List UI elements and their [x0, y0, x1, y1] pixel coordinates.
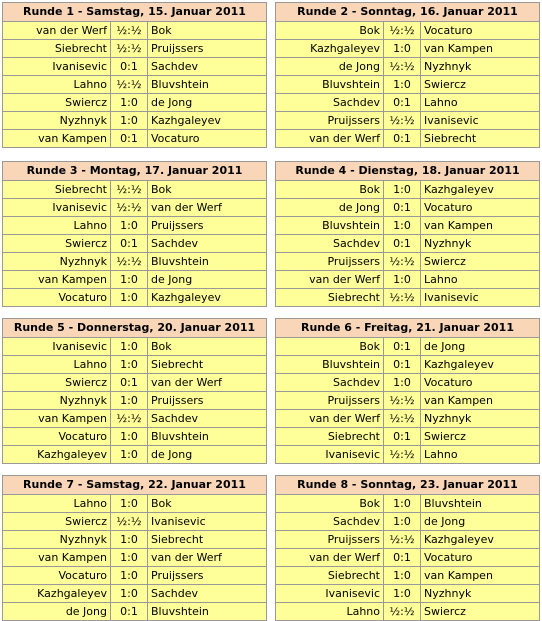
white-player: Ivanisevic — [276, 446, 384, 464]
white-player: Sachdev — [276, 235, 384, 253]
white-player: de Jong — [276, 199, 384, 217]
black-player: Kazhgaleyev — [421, 356, 540, 374]
black-player: Bok — [148, 495, 267, 513]
game-result: 1:0 — [111, 94, 148, 112]
black-player: de Jong — [421, 513, 540, 531]
black-player: Vocaturo — [148, 130, 267, 148]
black-player: Bok — [148, 338, 267, 356]
game-row — [3, 603, 267, 621]
black-player: Sachdev — [148, 585, 267, 603]
black-player: Kazhgaleyev — [421, 181, 540, 199]
white-player: Pruijssers — [276, 531, 384, 549]
game-row — [3, 58, 267, 76]
game-row — [276, 513, 540, 531]
black-player: Vocaturo — [421, 199, 540, 217]
game-row — [276, 253, 540, 271]
game-row — [276, 531, 540, 549]
game-row — [276, 428, 540, 446]
game-row — [3, 549, 267, 567]
black-player: Swiercz — [421, 603, 540, 621]
white-player: Sachdev — [276, 513, 384, 531]
black-player: van Kampen — [421, 567, 540, 585]
game-result: ½:½ — [111, 181, 148, 199]
game-result: 0:1 — [384, 338, 421, 356]
white-player: Vocaturo — [3, 567, 111, 585]
game-row — [276, 446, 540, 464]
black-player: Vocaturo — [421, 549, 540, 567]
black-player: Bluvshtein — [148, 253, 267, 271]
game-row — [276, 40, 540, 58]
game-result: 1:0 — [384, 513, 421, 531]
black-player: de Jong — [148, 446, 267, 464]
game-row — [3, 94, 267, 112]
round-table-4 — [275, 161, 540, 307]
game-result: 0:1 — [384, 199, 421, 217]
black-player: Ivanisevic — [421, 289, 540, 307]
game-result: 0:1 — [111, 235, 148, 253]
black-player: de Jong — [148, 94, 267, 112]
game-result: 0:1 — [384, 356, 421, 374]
white-player: Bok — [276, 22, 384, 40]
game-result: ½:½ — [111, 22, 148, 40]
white-player: Nyzhnyk — [3, 531, 111, 549]
game-result: 1:0 — [111, 428, 148, 446]
game-row — [276, 217, 540, 235]
white-player: Ivanisevic — [3, 58, 111, 76]
black-player: Nyzhnyk — [421, 58, 540, 76]
game-row — [3, 356, 267, 374]
game-result: 0:1 — [384, 235, 421, 253]
black-player: van der Werf — [148, 199, 267, 217]
black-player: van der Werf — [148, 374, 267, 392]
game-result: ½:½ — [384, 112, 421, 130]
white-player: Lahno — [3, 356, 111, 374]
game-row — [276, 271, 540, 289]
game-row — [276, 199, 540, 217]
black-player: Swiercz — [421, 428, 540, 446]
white-player: Nyzhnyk — [3, 253, 111, 271]
round-title: Runde 3 - Montag, 17. Januar 2011 — [3, 162, 267, 181]
game-result: 1:0 — [111, 585, 148, 603]
round-title: Runde 5 - Donnerstag, 20. Januar 2011 — [3, 319, 267, 338]
game-row — [276, 22, 540, 40]
game-result: 1:0 — [111, 567, 148, 585]
game-result: ½:½ — [111, 76, 148, 94]
black-player: Bluvshtein — [148, 76, 267, 94]
game-row — [276, 549, 540, 567]
round-title: Runde 7 - Samstag, 22. Januar 2011 — [3, 476, 267, 495]
white-player: Kazhgaleyev — [3, 446, 111, 464]
game-row — [3, 112, 267, 130]
white-player: Siebrecht — [276, 567, 384, 585]
black-player: de Jong — [421, 338, 540, 356]
black-player: Kazhgaleyev — [421, 531, 540, 549]
round-table-6 — [275, 318, 540, 464]
round-table-2 — [275, 2, 540, 148]
black-player: Bok — [148, 22, 267, 40]
game-result: ½:½ — [111, 40, 148, 58]
white-player: Nyzhnyk — [3, 112, 111, 130]
game-result: 1:0 — [384, 217, 421, 235]
game-result: 0:1 — [384, 130, 421, 148]
game-row — [3, 495, 267, 513]
game-result: 1:0 — [111, 356, 148, 374]
game-result: 0:1 — [384, 549, 421, 567]
game-result: 1:0 — [384, 40, 421, 58]
white-player: Swiercz — [3, 374, 111, 392]
white-player: Swiercz — [3, 235, 111, 253]
game-row — [276, 374, 540, 392]
white-player: Siebrecht — [276, 428, 384, 446]
game-result: 1:0 — [111, 289, 148, 307]
game-result: ½:½ — [111, 253, 148, 271]
black-player: Lahno — [421, 271, 540, 289]
white-player: Lahno — [276, 603, 384, 621]
white-player: Pruijssers — [276, 392, 384, 410]
game-result: 1:0 — [384, 567, 421, 585]
white-player: van der Werf — [276, 130, 384, 148]
game-result: 1:0 — [384, 495, 421, 513]
white-player: Lahno — [3, 495, 111, 513]
game-result: 1:0 — [111, 446, 148, 464]
game-row — [276, 392, 540, 410]
white-player: Ivanisevic — [276, 585, 384, 603]
game-row — [3, 181, 267, 199]
game-row — [3, 513, 267, 531]
game-result: ½:½ — [384, 531, 421, 549]
white-player: Kazhgaleyev — [276, 40, 384, 58]
black-player: Vocaturo — [421, 374, 540, 392]
game-result: 1:0 — [111, 531, 148, 549]
black-player: Sachdev — [148, 410, 267, 428]
game-result: 1:0 — [111, 217, 148, 235]
game-row — [276, 585, 540, 603]
game-row — [276, 289, 540, 307]
black-player: Kazhgaleyev — [148, 289, 267, 307]
black-player: Bluvshtein — [148, 428, 267, 446]
black-player: Sachdev — [148, 235, 267, 253]
game-result: 1:0 — [111, 495, 148, 513]
game-result: 0:1 — [111, 603, 148, 621]
white-player: Nyzhnyk — [3, 392, 111, 410]
black-player: Pruijssers — [148, 217, 267, 235]
black-player: Kazhgaleyev — [148, 112, 267, 130]
round-title: Runde 4 - Dienstag, 18. Januar 2011 — [276, 162, 540, 181]
black-player: Sachdev — [148, 58, 267, 76]
round-title: Runde 8 - Sonntag, 23. Januar 2011 — [276, 476, 540, 495]
game-result: 0:1 — [384, 94, 421, 112]
game-row — [3, 130, 267, 148]
round-table-5 — [2, 318, 267, 464]
game-row — [276, 235, 540, 253]
white-player: Bok — [276, 338, 384, 356]
game-row — [276, 112, 540, 130]
black-player: Nyzhnyk — [421, 410, 540, 428]
game-row — [3, 76, 267, 94]
game-row — [276, 130, 540, 148]
black-player: van Kampen — [421, 40, 540, 58]
game-result: ½:½ — [384, 603, 421, 621]
game-row — [3, 40, 267, 58]
white-player: Siebrecht — [3, 40, 111, 58]
white-player: van Kampen — [3, 271, 111, 289]
black-player: Pruijssers — [148, 40, 267, 58]
round-title: Runde 1 - Samstag, 15. Januar 2011 — [3, 3, 267, 22]
white-player: Pruijssers — [276, 112, 384, 130]
game-result: ½:½ — [111, 199, 148, 217]
white-player: Swiercz — [3, 513, 111, 531]
white-player: Sachdev — [276, 374, 384, 392]
black-player: Ivanisevic — [421, 112, 540, 130]
game-result: ½:½ — [384, 58, 421, 76]
white-player: Lahno — [3, 76, 111, 94]
black-player: Lahno — [421, 446, 540, 464]
game-result: ½:½ — [384, 253, 421, 271]
round-title: Runde 2 - Sonntag, 16. Januar 2011 — [276, 3, 540, 22]
game-row — [3, 374, 267, 392]
white-player: Bok — [276, 495, 384, 513]
white-player: Ivanisevic — [3, 199, 111, 217]
game-row — [3, 217, 267, 235]
game-row — [3, 392, 267, 410]
white-player: Siebrecht — [3, 181, 111, 199]
game-row — [3, 253, 267, 271]
game-row — [3, 22, 267, 40]
round-table-3 — [2, 161, 267, 307]
black-player: Nyzhnyk — [421, 235, 540, 253]
round-table-8 — [275, 475, 540, 621]
game-result: 1:0 — [384, 585, 421, 603]
game-row — [276, 567, 540, 585]
game-result: ½:½ — [384, 22, 421, 40]
black-player: Bok — [148, 181, 267, 199]
white-player: van Kampen — [3, 130, 111, 148]
game-result: ½:½ — [384, 289, 421, 307]
white-player: Bluvshtein — [276, 76, 384, 94]
black-player: de Jong — [148, 271, 267, 289]
game-row — [3, 289, 267, 307]
game-result: 1:0 — [111, 271, 148, 289]
game-result: 1:0 — [111, 392, 148, 410]
white-player: van der Werf — [276, 410, 384, 428]
game-row — [3, 531, 267, 549]
white-player: Swiercz — [3, 94, 111, 112]
game-row — [3, 428, 267, 446]
black-player: van der Werf — [148, 549, 267, 567]
black-player: van Kampen — [421, 392, 540, 410]
white-player: de Jong — [276, 58, 384, 76]
game-row — [3, 338, 267, 356]
white-player: Vocaturo — [3, 428, 111, 446]
game-row — [276, 410, 540, 428]
game-result: ½:½ — [111, 410, 148, 428]
game-row — [276, 338, 540, 356]
game-result: ½:½ — [384, 446, 421, 464]
game-result: 1:0 — [111, 112, 148, 130]
round-table-7 — [2, 475, 267, 621]
game-result: ½:½ — [384, 392, 421, 410]
game-result: ½:½ — [111, 513, 148, 531]
game-result: 1:0 — [384, 374, 421, 392]
game-row — [276, 94, 540, 112]
white-player: Bluvshtein — [276, 356, 384, 374]
game-row — [3, 199, 267, 217]
black-player: Vocaturo — [421, 22, 540, 40]
white-player: Lahno — [3, 217, 111, 235]
game-row — [276, 356, 540, 374]
game-row — [3, 235, 267, 253]
white-player: Siebrecht — [276, 289, 384, 307]
white-player: de Jong — [3, 603, 111, 621]
white-player: van Kampen — [3, 410, 111, 428]
white-player: van der Werf — [276, 271, 384, 289]
game-result: 1:0 — [384, 76, 421, 94]
game-result: 0:1 — [111, 374, 148, 392]
white-player: van Kampen — [3, 549, 111, 567]
game-row — [3, 271, 267, 289]
game-row — [3, 567, 267, 585]
black-player: Pruijssers — [148, 392, 267, 410]
black-player: Nyzhnyk — [421, 585, 540, 603]
white-player: Kazhgaleyev — [3, 585, 111, 603]
white-player: van der Werf — [276, 549, 384, 567]
round-table-1 — [2, 2, 267, 148]
game-result: 1:0 — [111, 338, 148, 356]
game-row — [3, 410, 267, 428]
white-player: Bok — [276, 181, 384, 199]
black-player: Bluvshtein — [148, 603, 267, 621]
game-result: 1:0 — [384, 181, 421, 199]
game-result: 0:1 — [384, 428, 421, 446]
black-player: Swiercz — [421, 253, 540, 271]
game-result: 1:0 — [384, 271, 421, 289]
white-player: van der Werf — [3, 22, 111, 40]
black-player: Siebrecht — [148, 356, 267, 374]
game-result: 0:1 — [111, 58, 148, 76]
black-player: van Kampen — [421, 217, 540, 235]
black-player: Ivanisevic — [148, 513, 267, 531]
white-player: Pruijssers — [276, 253, 384, 271]
black-player: Lahno — [421, 94, 540, 112]
game-result: ½:½ — [384, 410, 421, 428]
white-player: Bluvshtein — [276, 217, 384, 235]
black-player: Siebrecht — [148, 531, 267, 549]
game-row — [276, 181, 540, 199]
game-row — [276, 495, 540, 513]
game-result: 1:0 — [111, 549, 148, 567]
white-player: Vocaturo — [3, 289, 111, 307]
game-result: 0:1 — [111, 130, 148, 148]
black-player: Pruijssers — [148, 567, 267, 585]
black-player: Bluvshtein — [421, 495, 540, 513]
white-player: Ivanisevic — [3, 338, 111, 356]
round-title: Runde 6 - Freitag, 21. Januar 2011 — [276, 319, 540, 338]
game-row — [3, 585, 267, 603]
game-row — [276, 76, 540, 94]
game-row — [276, 603, 540, 621]
game-row — [3, 446, 267, 464]
white-player: Sachdev — [276, 94, 384, 112]
black-player: Siebrecht — [421, 130, 540, 148]
black-player: Swiercz — [421, 76, 540, 94]
game-row — [276, 58, 540, 76]
